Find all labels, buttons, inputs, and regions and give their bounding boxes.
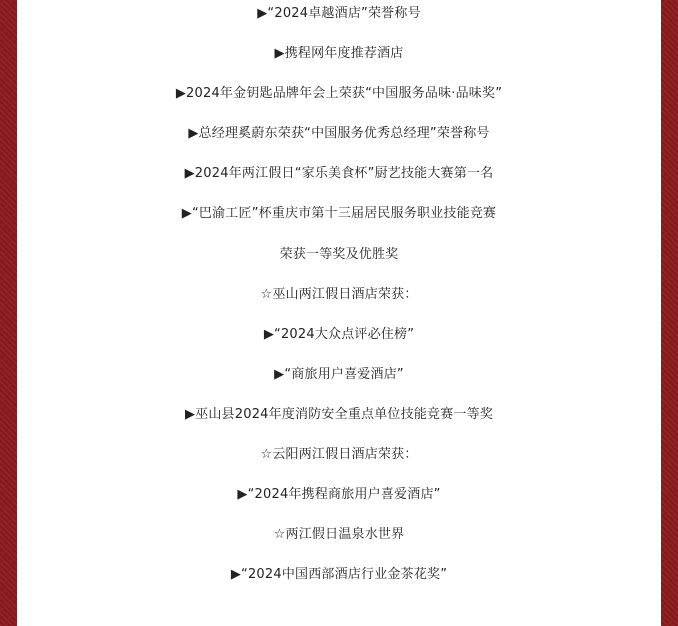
award-line: ▶“商旅用户喜爱酒店” — [274, 366, 404, 382]
right-border-frame — [661, 0, 678, 626]
section-heading-yunyang: ☆云阳两江假日酒店荣获： — [260, 447, 418, 463]
section-heading-hot-spring: ☆两江假日温泉水世界 — [273, 527, 405, 543]
article-content — [17, 0, 661, 626]
award-line: ▶“2024中国西部酒店行业金茶花奖” — [230, 567, 448, 583]
award-line: ▶“2024年携程商旅用户喜爱酒店” — [237, 487, 441, 503]
award-line: ▶“2024大众点评必住榜” — [263, 326, 415, 342]
award-line: ▶“2024卓越酒店”荣誉称号 — [257, 6, 421, 21]
section-heading-wushan: ☆巫山两江假日酒店荣获： — [260, 286, 418, 302]
award-line: ▶巫山县2024年度消防安全重点单位技能竞赛一等奖 — [184, 406, 494, 422]
awards-list — [17, 2, 661, 603]
award-line: ▶2024年金钥匙品牌年会上荣获“中国服务品味·品味奖” — [175, 86, 503, 102]
left-border-frame — [0, 0, 17, 626]
award-line: ▶携程网年度推荐酒店 — [274, 46, 404, 62]
award-line: ▶“巴渝工匠”杯重庆市第十三届居民服务职业技能竞赛 — [181, 206, 497, 222]
award-line: ▶总经理奚蔚东荣获“中国服务优秀总经理”荣誉称号 — [188, 126, 490, 142]
award-line-continuation: 荣获一等奖及优胜奖 — [279, 246, 399, 262]
award-line: ▶2024年两江假日“家乐美食杯”厨艺技能大赛第一名 — [184, 166, 494, 182]
